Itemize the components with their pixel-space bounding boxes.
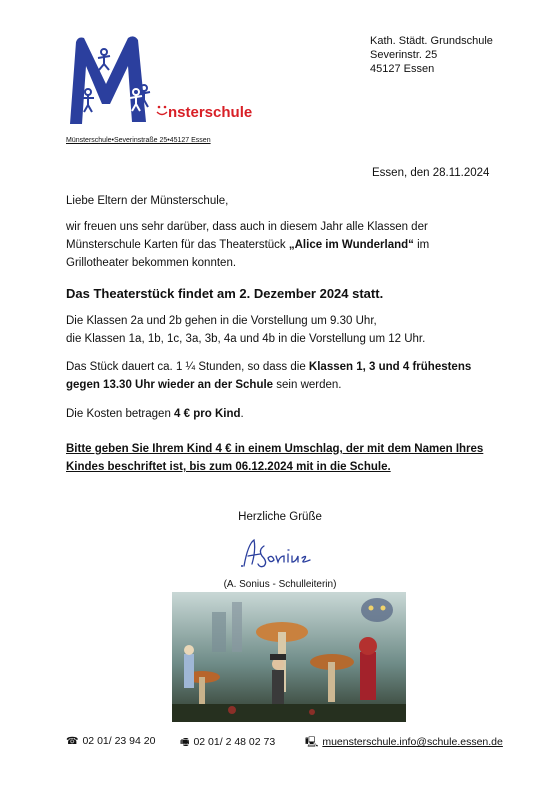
phone-number: 02 01/ 23 94 20: [82, 735, 156, 747]
payment-notice: Bitte geben Sie Ihrem Kind 4 € in einem Umschlag, der mit dem Namen Ihres Kindes beschriftet ist, bis zum 06.12.2024 mit in die Schule.: [66, 443, 484, 473]
fax-icon: 🖷: [180, 737, 190, 748]
address-line-1: Kath. Städt. Grundschule: [370, 35, 493, 47]
cost-bold: 4 € pro Kind: [174, 408, 241, 420]
school-logo: [62, 32, 162, 128]
school-name: nsterschule: [168, 104, 253, 121]
intro-text: wir freuen uns sehr darüber, dass auch in diesem Jahr alle Klassen der Münsterschule Karten für das Theaterstück: [66, 221, 428, 251]
footer-email: [305, 735, 503, 752]
duration-bold: Klassen 1, 3 und 4 frühestens gegen 13.30 Uhr wieder an der Schule: [66, 361, 472, 391]
school-address: [370, 34, 493, 76]
cost-text: Die Kosten betragen: [66, 408, 175, 420]
address-line-3: 45127 Essen: [370, 63, 435, 75]
closing: Herzliche Grüße: [238, 511, 322, 523]
intro-paragraph: [66, 218, 486, 272]
schedule-paragraph: [66, 312, 506, 348]
duration-paragraph: [66, 358, 506, 394]
footer-fax: [180, 735, 275, 752]
cost-paragraph: [66, 405, 244, 423]
fax-number: 02 01/ 2 48 02 73: [193, 736, 276, 748]
letter-date: Essen, den 28.11.2024: [372, 167, 490, 179]
schedule-line-1: Die Klassen 2a und 2b gehen in die Vorstellung um 9.30 Uhr,: [66, 315, 377, 327]
schedule-line-2: die Klassen 1a, 1b, 1c, 3a, 3b, 4a und 4b in die Vorstellung um 12 Uhr.: [66, 333, 426, 345]
address-line-2: Severinstr. 25: [370, 49, 438, 61]
umlaut-smile-icon: [155, 104, 169, 118]
email-link[interactable]: muensterschule.info@schule.essen.de: [322, 736, 503, 748]
signature: [238, 536, 318, 572]
cost-end: .: [240, 408, 244, 420]
salutation: Liebe Eltern der Münsterschule,: [66, 195, 229, 207]
footer-phone: [66, 735, 155, 747]
play-title: „Alice im Wunderland“: [288, 239, 414, 251]
signer-name: (A. Sonius - Schulleiterin): [223, 579, 337, 590]
alice-in-wonderland-image: [172, 592, 406, 722]
phone-icon: ☎: [66, 736, 79, 747]
event-headline: Das Theaterstück findet am 2. Dezember 2024 statt.: [66, 286, 384, 301]
duration-end: sein werden.: [273, 379, 342, 391]
email-icon: 🖳: [305, 737, 319, 748]
duration-text: Das Stück dauert ca. 1 ¼ Stunden, so dass die: [66, 361, 309, 373]
intro-text-end: im Grillotheater bekommen konnten.: [66, 239, 430, 269]
sender-line: Münsterschule•Severinstraße 25•45127 Essen: [66, 137, 211, 144]
